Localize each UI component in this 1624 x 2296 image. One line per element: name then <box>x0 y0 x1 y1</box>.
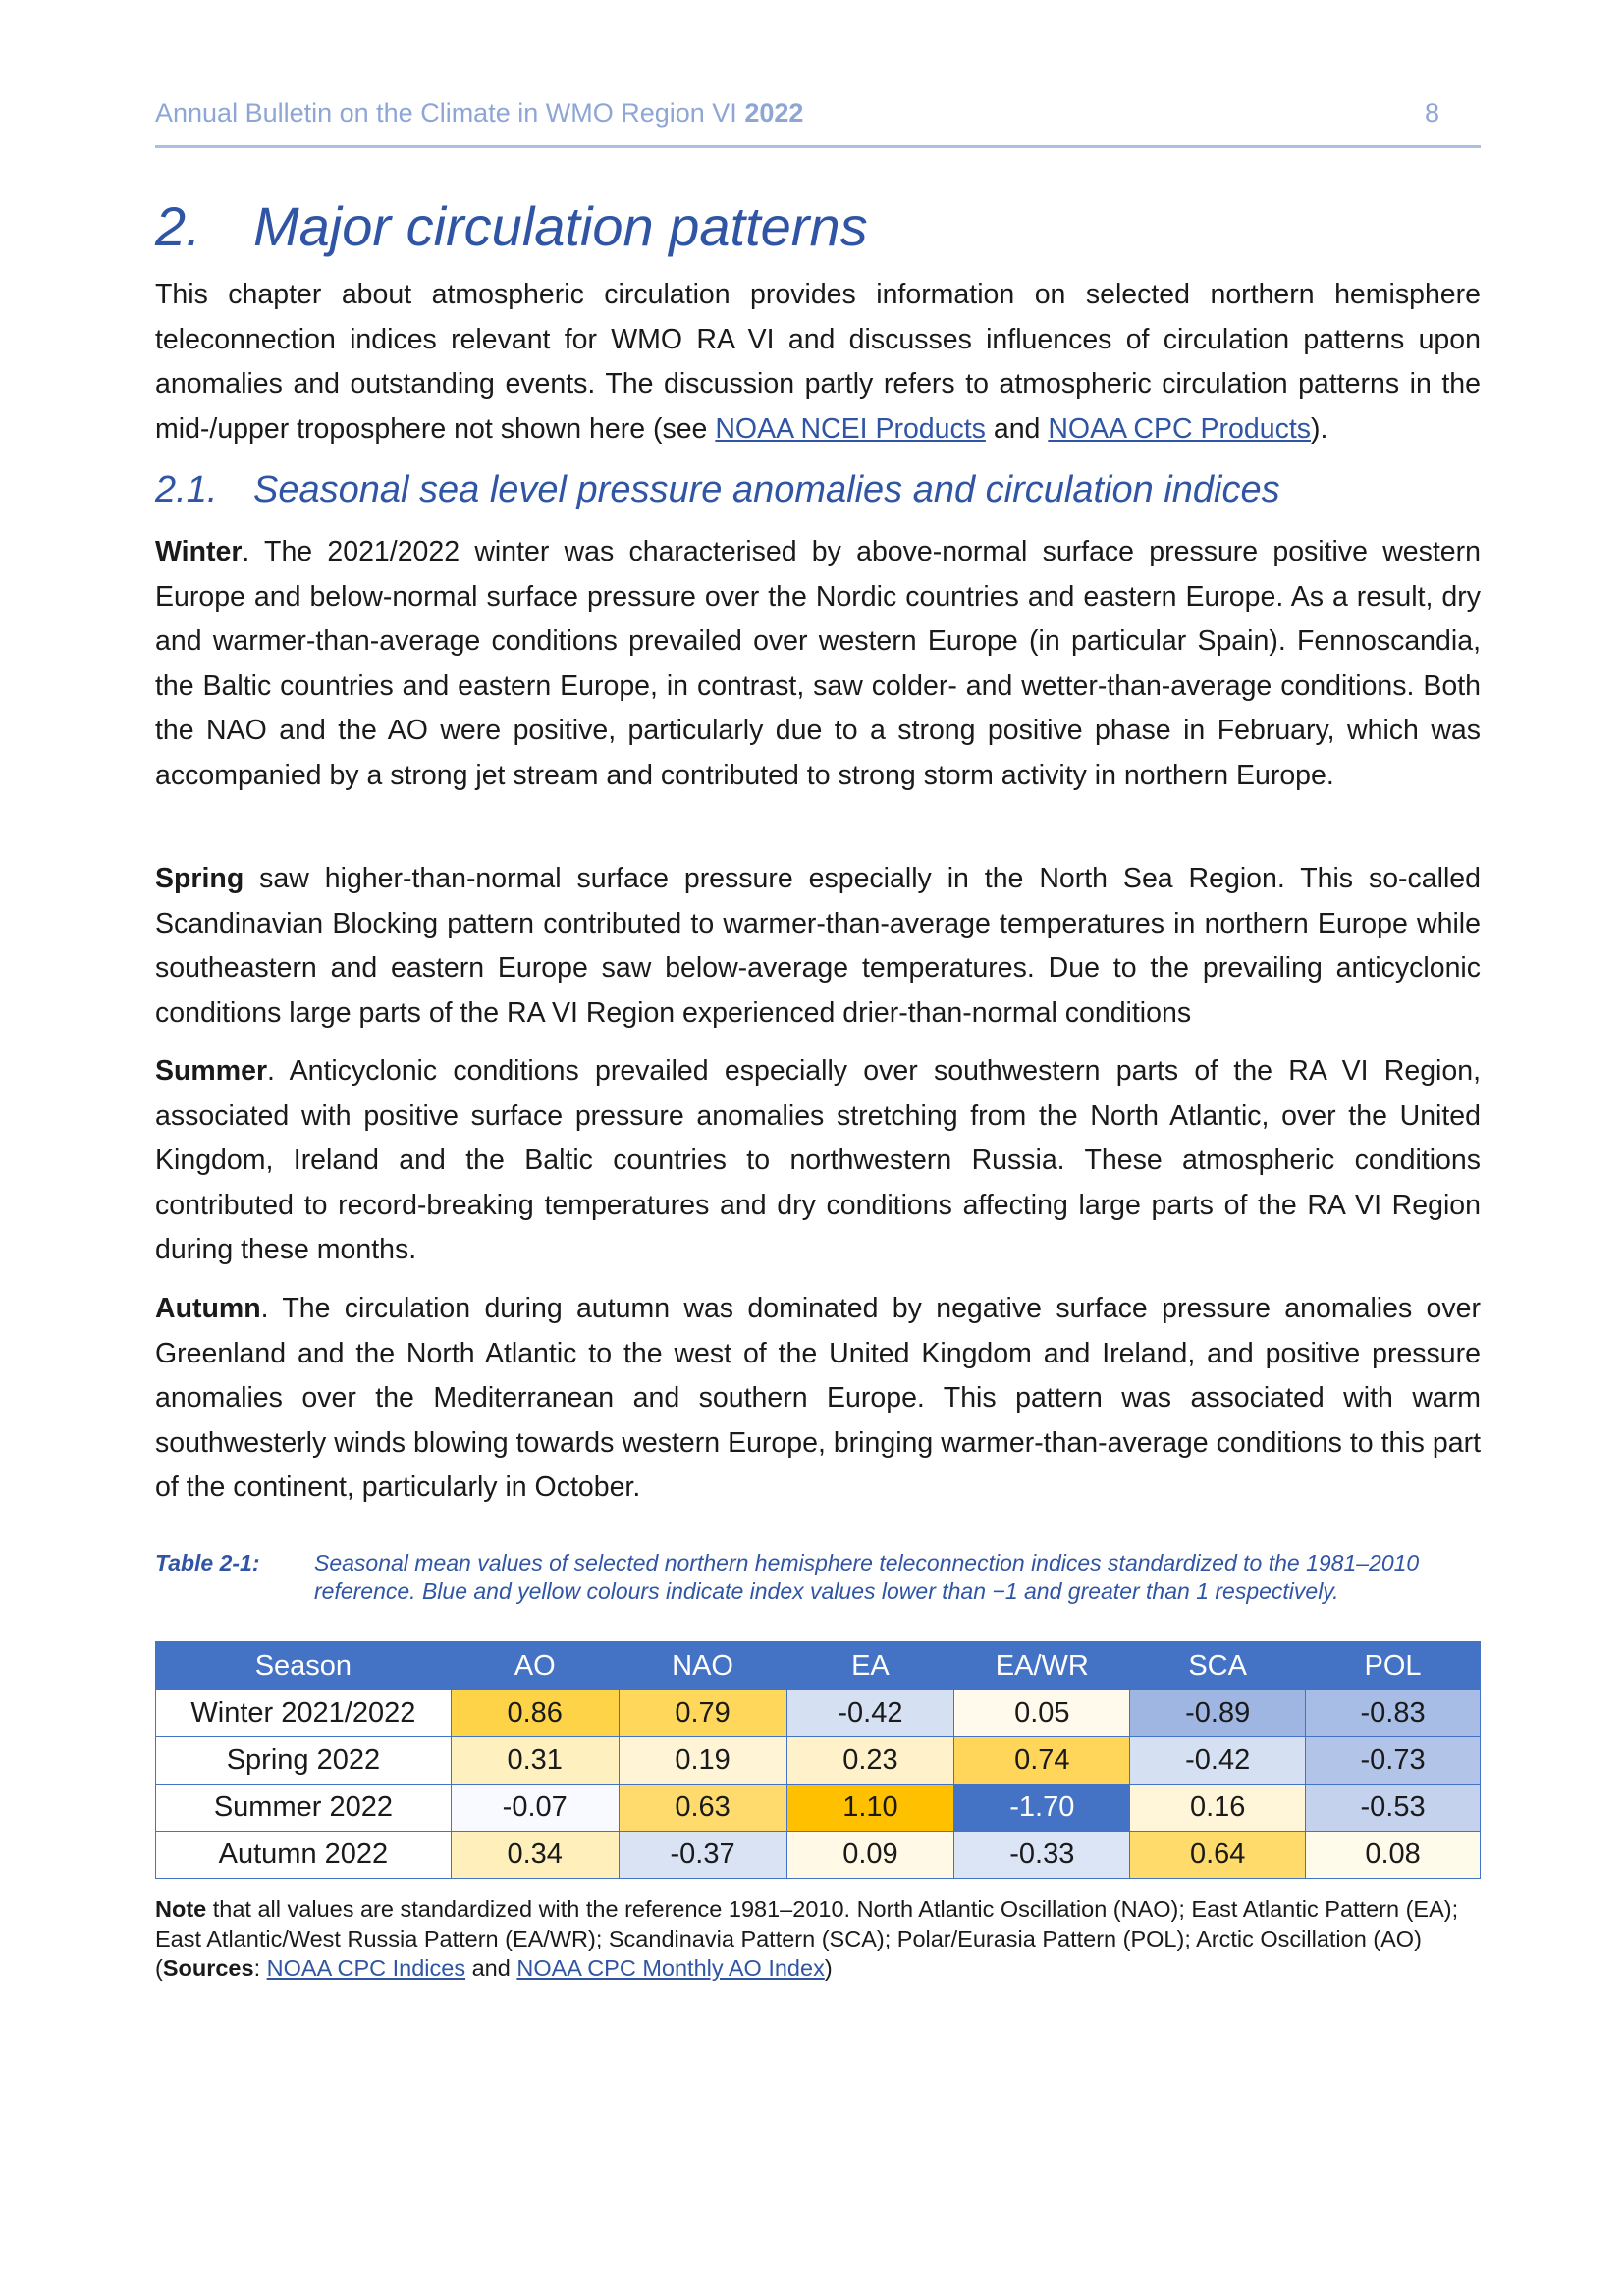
header-cell-eawr: EA/WR <box>954 1642 1130 1690</box>
value-cell: -0.42 <box>1130 1737 1306 1785</box>
page-number: 8 <box>1424 98 1439 128</box>
winter-paragraph: Winter. The 2021/2022 winter was characterised by above-normal surface pressure positive western Europe and below-normal surface pressure over the Nordic countries and eastern Europe. As a result, dry and warmer-than-average conditions prevailed over western Europe (in particular Spain). Fennoscandia, the Baltic countries and eastern Europe, in contrast, saw colder- and wetter-than-average conditions. Both the NAO and the AO were positive, particularly due to a strong positive phase in February, which was accompanied by a strong jet stream and contributed to strong storm activity in northern Europe. <box>155 536 1481 791</box>
table-row <box>156 1690 1481 1737</box>
value-cell: -0.37 <box>619 1832 786 1879</box>
section-title: Seasonal sea level pressure anomalies and circulation indices <box>253 469 1280 510</box>
value-cell: 0.34 <box>451 1832 619 1879</box>
header-cell-season: Season <box>156 1642 452 1690</box>
sources-label: Sources <box>162 1955 254 1981</box>
table-caption-label: Table 2-1: <box>155 1550 260 1575</box>
section-heading <box>155 469 1280 511</box>
table-row <box>156 1832 1481 1879</box>
header-cell-sca: SCA <box>1130 1642 1306 1690</box>
summer-label: Summer <box>155 1055 268 1087</box>
summer-paragraph: Summer. Anticyclonic conditions prevailed especially over southwestern parts of the RA VI Region, associated with positive surface pressure anomalies stretching from the North Atlantic, over the United Kingdom, Ireland and the Baltic countries to northwestern Russia. These atmospheric conditions contributed to record-breaking temperatures and dry conditions affecting large parts of the RA VI Region during these months. <box>155 1055 1481 1265</box>
season-cell: Summer 2022 <box>156 1785 452 1832</box>
value-cell: 0.86 <box>451 1690 619 1737</box>
section-number: 2.1. <box>155 469 218 510</box>
chapter-heading <box>155 194 868 258</box>
value-cell: -0.33 <box>954 1832 1130 1879</box>
season-cell: Autumn 2022 <box>156 1832 452 1879</box>
season-cell: Spring 2022 <box>156 1737 452 1785</box>
autumn-label: Autumn <box>155 1293 261 1324</box>
value-cell: 0.79 <box>619 1690 786 1737</box>
header-title: Annual Bulletin on the Climate in WMO Region VI 2022 <box>155 98 804 128</box>
value-cell: 0.64 <box>1130 1832 1306 1879</box>
noaa-cpc-indices-link[interactable]: NOAA CPC Indices <box>266 1955 466 1981</box>
table-caption <box>155 1549 1481 1606</box>
note-label: Note <box>155 1896 207 1922</box>
value-cell: -0.42 <box>786 1690 954 1737</box>
noaa-cpc-link[interactable]: NOAA CPC Products <box>1048 412 1311 445</box>
value-cell: 0.19 <box>619 1737 786 1785</box>
value-cell: 0.63 <box>619 1785 786 1832</box>
value-cell: -0.89 <box>1130 1690 1306 1737</box>
chapter-number: 2. <box>155 195 201 257</box>
table-row <box>156 1785 1481 1832</box>
season-cell: Winter 2021/2022 <box>156 1690 452 1737</box>
value-cell: 0.09 <box>786 1832 954 1879</box>
header-year: 2022 <box>744 98 804 128</box>
value-cell: -1.70 <box>954 1785 1130 1832</box>
value-cell: -0.83 <box>1306 1690 1481 1737</box>
spring-paragraph: Spring saw higher-than-normal surface pressure especially in the North Sea Region. This so-called Scandinavian Blocking pattern contributed to warmer-than-average temperatures in northern Europe while southeastern and eastern Europe saw below-average temperatures. Due to the prevailing anticyclonic conditions large parts of the RA VI Region experienced drier-than-normal conditions <box>155 863 1481 1029</box>
spring-label: Spring <box>155 863 244 894</box>
value-cell: 0.05 <box>954 1690 1130 1737</box>
value-cell: 0.16 <box>1130 1785 1306 1832</box>
value-cell: 0.74 <box>954 1737 1130 1785</box>
value-cell: 0.23 <box>786 1737 954 1785</box>
header-cell-ea: EA <box>786 1642 954 1690</box>
intro-paragraph: This chapter about atmospheric circulation provides information on selected northern hemisphere teleconnection indices relevant for WMO RA VI and discusses influences of circulation patterns upon anomalies and outstanding events. The discussion partly refers to atmospheric circulation patterns in the mid-/upper troposphere not shown here (see NOAA NCEI Products and NOAA CPC Products). <box>155 279 1481 445</box>
noaa-ncei-link[interactable]: NOAA NCEI Products <box>715 412 986 445</box>
table-note <box>155 1895 1481 1983</box>
sources-line: (Sources: NOAA CPC Indices and NOAA CPC Monthly AO Index) <box>155 1955 833 1981</box>
value-cell: 0.31 <box>451 1737 619 1785</box>
table-header-row <box>156 1642 1481 1690</box>
value-cell: -0.53 <box>1306 1785 1481 1832</box>
table-caption-text: Seasonal mean values of selected northern hemisphere teleconnection indices standardized to the 1981–2010 reference. Blue and yellow colours indicate index values lower than −1 and greater than 1 respectively. <box>314 1550 1420 1604</box>
value-cell: -0.07 <box>451 1785 619 1832</box>
page-header <box>155 98 1481 148</box>
table-row <box>156 1737 1481 1785</box>
note-text: Note that all values are standardized with the reference 1981–2010. North Atlantic Oscillation (NAO); East Atlantic Pattern (EA); East Atlantic/West Russia Pattern (EA/WR); Scandinavia Pattern (SCA); Polar/Eurasia Pattern (POL); Arctic Oscillation (AO) <box>155 1896 1459 1951</box>
header-cell-nao: NAO <box>619 1642 786 1690</box>
autumn-paragraph: Autumn. The circulation during autumn was dominated by negative surface pressure anomalies over Greenland and the North Atlantic to the west of the United Kingdom and Ireland, and positive pressure anomalies over the Mediterranean and southern Europe. This pattern was associated with warm southwesterly winds blowing towards western Europe, bringing warmer-than-average conditions to this part of the continent, particularly in October. <box>155 1293 1481 1503</box>
value-cell: -0.73 <box>1306 1737 1481 1785</box>
value-cell: 0.08 <box>1306 1832 1481 1879</box>
chapter-title: Major circulation patterns <box>253 195 868 257</box>
winter-label: Winter <box>155 536 243 567</box>
header-cell-ao: AO <box>451 1642 619 1690</box>
header-cell-pol: POL <box>1306 1642 1481 1690</box>
teleconnection-table <box>155 1641 1481 1879</box>
noaa-cpc-ao-index-link[interactable]: NOAA CPC Monthly AO Index <box>516 1955 825 1981</box>
value-cell: 1.10 <box>786 1785 954 1832</box>
